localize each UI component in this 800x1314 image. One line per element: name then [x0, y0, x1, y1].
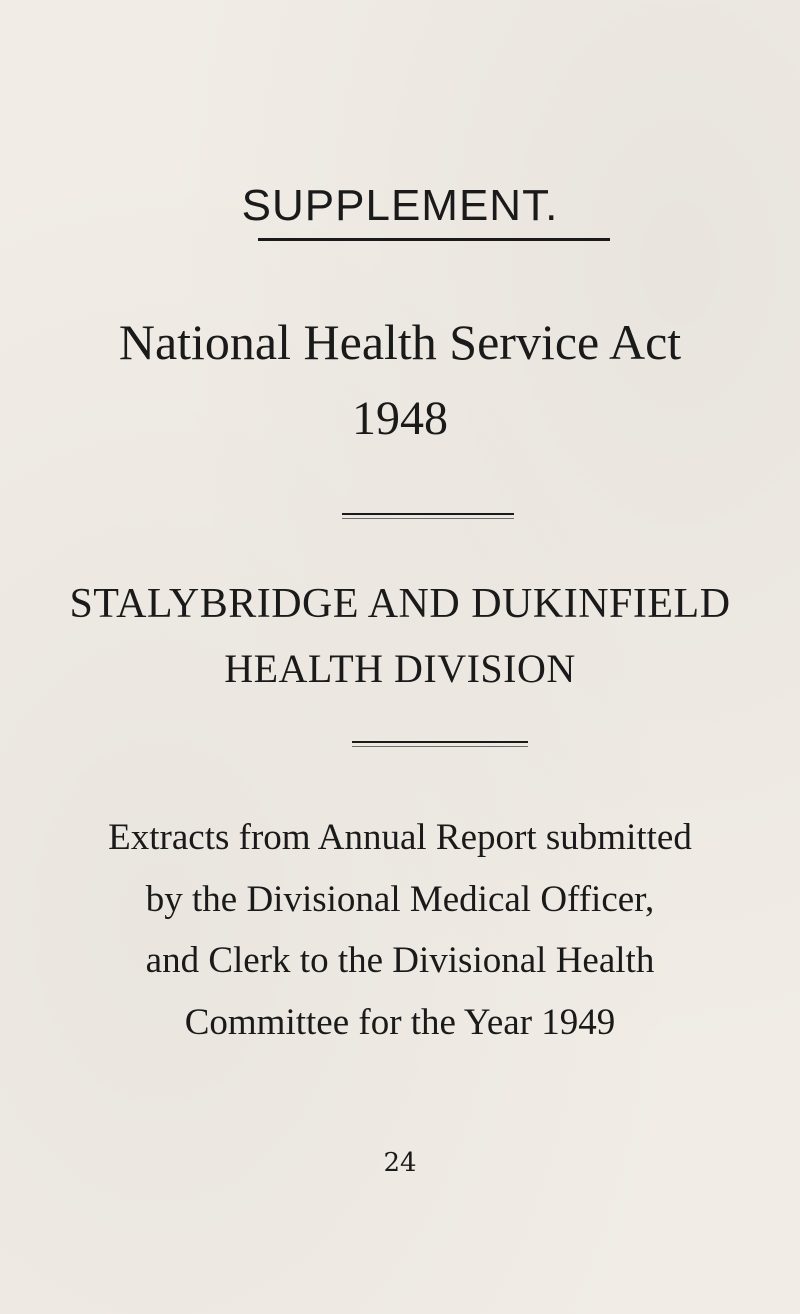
page-number: 24 — [383, 1148, 417, 1178]
heading-underline — [258, 238, 610, 241]
divider-bottom-secondary — [352, 746, 528, 747]
description-line-2: by the Divisional Medical Officer, — [145, 879, 655, 920]
division-title-line-1: STALYBRIDGE AND DUKINFIELD — [69, 581, 731, 627]
divider-top-secondary — [342, 518, 514, 519]
division-title-line-2: HEALTH DIVISION — [224, 646, 576, 691]
description-line-3: and Clerk to the Divisional Health — [145, 940, 655, 981]
act-title: National Health Service Act — [118, 314, 682, 370]
supplement-heading: SUPPLEMENT. — [241, 181, 559, 230]
divider-bottom — [352, 741, 528, 743]
description-line-1: Extracts from Annual Report submitted — [108, 817, 692, 858]
divider-top — [342, 513, 514, 515]
description-line-4: Committee for the Year 1949 — [184, 1002, 616, 1043]
act-year: 1948 — [352, 392, 448, 445]
